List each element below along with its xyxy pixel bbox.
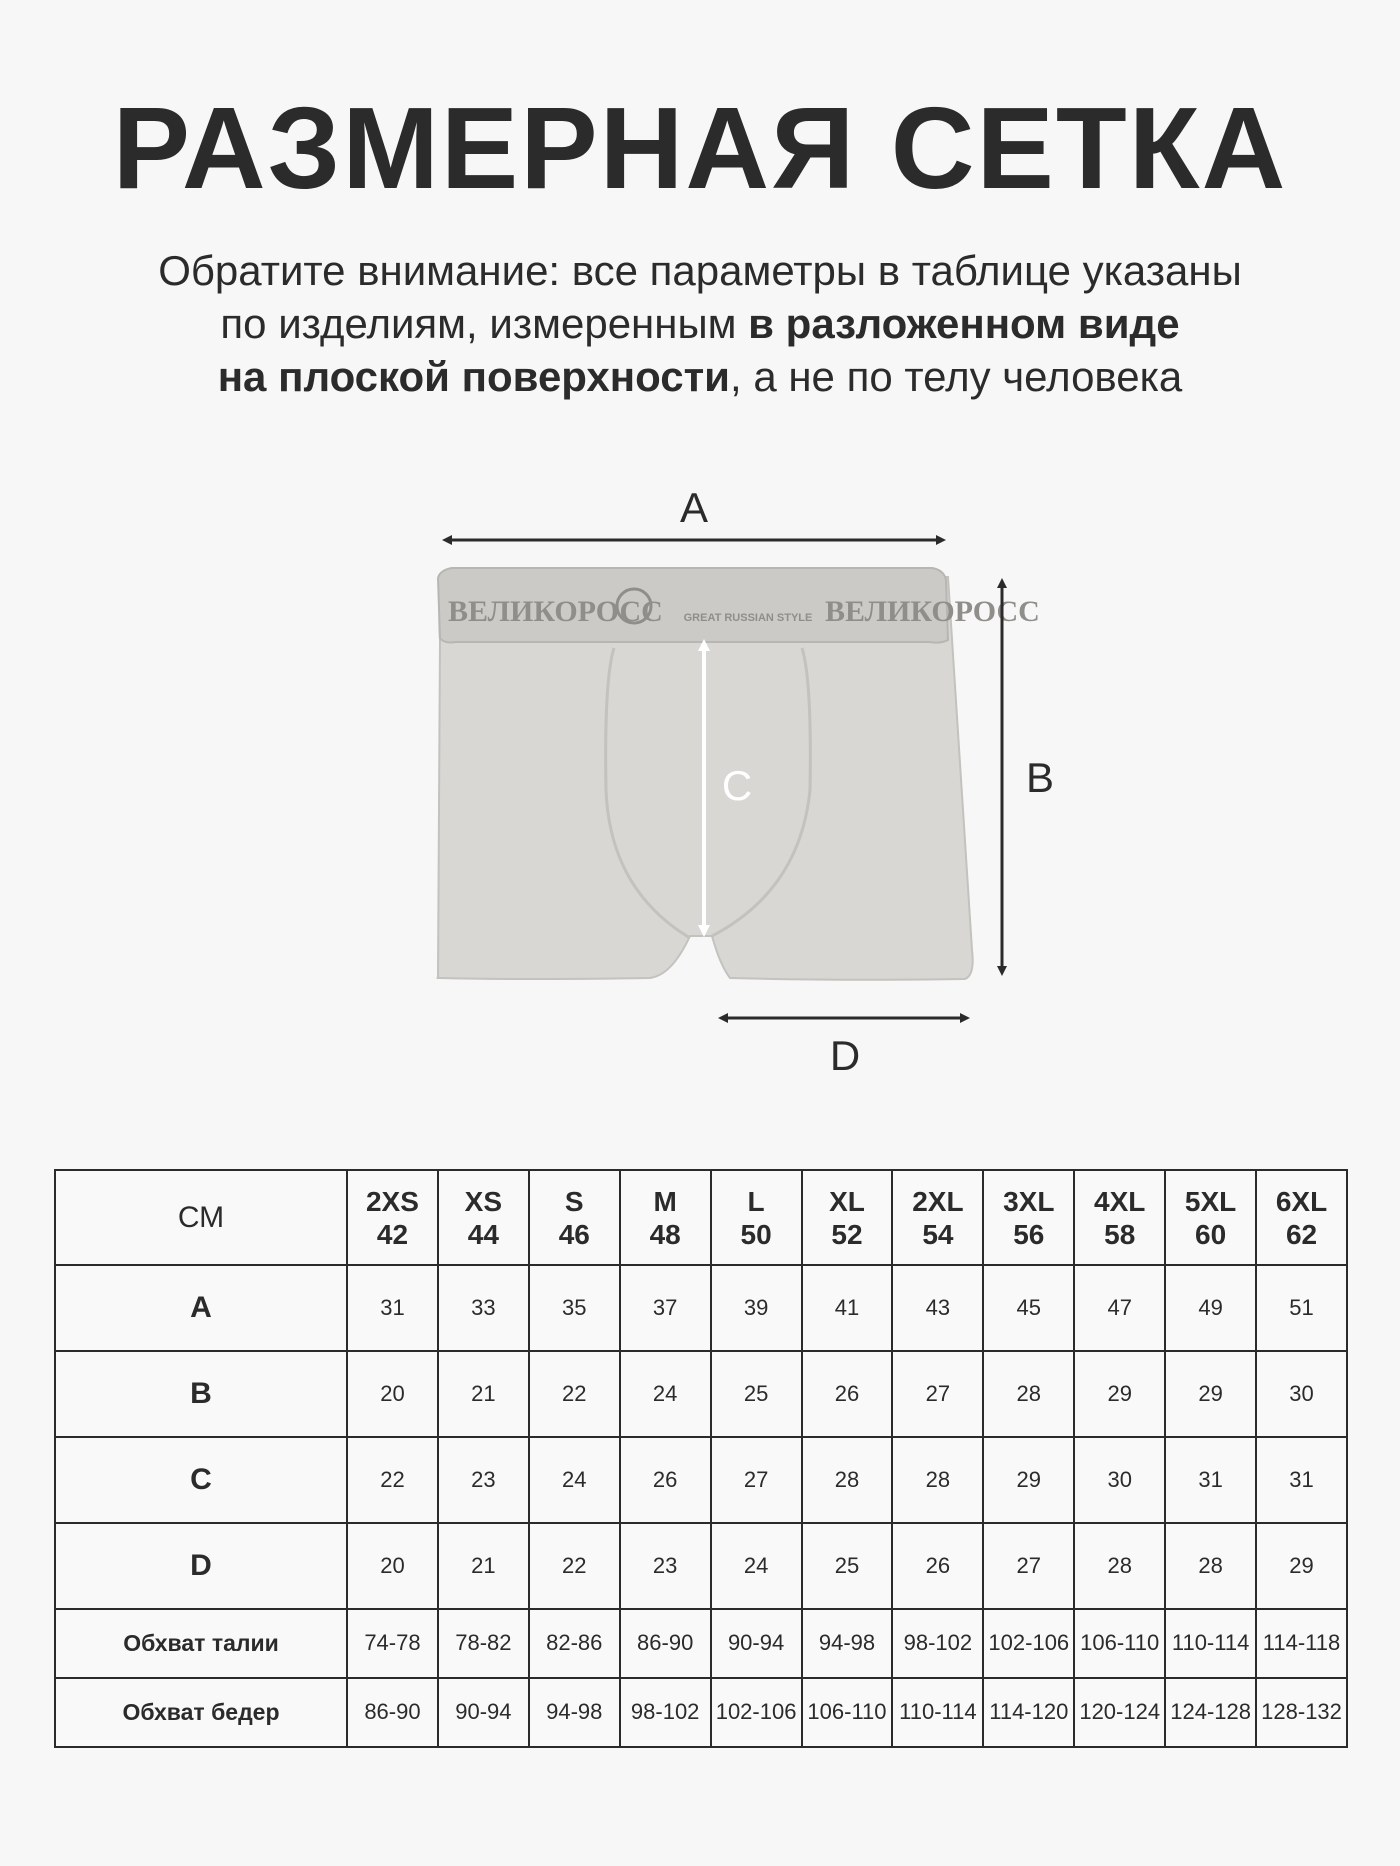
table-cell: 102-106 [711,1678,802,1747]
table-cell: 21 [438,1351,529,1437]
table-cell: 24 [620,1351,711,1437]
size-header [347,1170,438,1265]
size-letter: 5XL [1184,1185,1237,1217]
row-label: C [55,1437,347,1523]
table-cell: 22 [529,1351,620,1437]
diagram-svg [0,470,1400,1110]
table-row [55,1609,1347,1678]
table-cell: 26 [892,1523,983,1609]
table-cell: 28 [983,1351,1074,1437]
table-cell: 25 [802,1523,893,1609]
table-cell: 128-132 [1256,1678,1347,1747]
table-cell: 47 [1074,1265,1165,1351]
table-cell: 82-86 [529,1609,620,1678]
table-cell: 114-120 [983,1678,1074,1747]
size-letter: M [653,1185,677,1217]
table-cell: 27 [711,1437,802,1523]
size-letter: 2XS [365,1185,419,1217]
table-cell: 23 [620,1523,711,1609]
table-cell: 102-106 [983,1609,1074,1678]
note-line-3-regular: , а не по телу человека [729,353,1183,400]
size-letter: 3XL [1003,1185,1055,1217]
note-line-2-bold: в разложенном виде [748,300,1180,347]
table-cell: 37 [620,1265,711,1351]
table-cell: 106-110 [1074,1609,1165,1678]
size-header [1256,1170,1347,1265]
measurement-note [0,244,1400,403]
size-number: 44 [467,1218,499,1250]
unit-header: СМ [55,1170,347,1265]
table-header-row [55,1170,1347,1265]
table-cell: 74-78 [347,1609,438,1678]
page-title: РАЗМЕРНАЯ СЕТКА [112,83,1288,213]
size-number: 50 [740,1218,772,1250]
table-cell: 31 [1165,1437,1256,1523]
table-cell: 28 [1165,1523,1256,1609]
garment-diagram [0,470,1400,1110]
size-number: 46 [558,1218,590,1250]
size-number: 56 [1013,1218,1045,1250]
table-cell: 22 [529,1523,620,1609]
table-cell: 23 [438,1437,529,1523]
label-d: D [829,1032,861,1079]
size-letter: 2XL [912,1185,964,1217]
size-letter: XL [829,1185,865,1217]
table-row [55,1437,1347,1523]
waistband-text-right: ВЕЛИКОРОСС [825,595,1040,628]
table-cell: 110-114 [892,1678,983,1747]
size-number: 48 [649,1218,681,1250]
table-row [55,1678,1347,1747]
size-number: 58 [1104,1218,1136,1250]
table-cell: 90-94 [438,1678,529,1747]
table-cell: 20 [347,1523,438,1609]
table-cell: 30 [1074,1437,1165,1523]
table-cell: 90-94 [711,1609,802,1678]
table-cell: 29 [983,1437,1074,1523]
table-cell: 21 [438,1523,529,1609]
size-header [1165,1170,1256,1265]
table-cell: 45 [983,1265,1074,1351]
table-cell: 29 [1165,1351,1256,1437]
note-line-1: Обратите внимание: все параметры в таблице указаны [158,247,1242,294]
table-cell: 20 [347,1351,438,1437]
table-cell: 28 [892,1437,983,1523]
note-line-2 [0,297,1400,350]
size-number: 42 [376,1218,409,1250]
size-number: 62 [1285,1218,1318,1250]
row-label: B [55,1351,347,1437]
table-cell: 110-114 [1165,1609,1256,1678]
label-b: B [1025,754,1055,801]
table-cell: 33 [438,1265,529,1351]
table-cell: 27 [983,1523,1074,1609]
size-header [529,1170,620,1265]
table-cell: 49 [1165,1265,1256,1351]
size-number: 60 [1195,1218,1227,1250]
table-row [55,1523,1347,1609]
row-label: D [55,1523,347,1609]
table-cell: 27 [892,1351,983,1437]
table-cell: 29 [1074,1351,1165,1437]
table-cell: 25 [711,1351,802,1437]
table-row [55,1265,1347,1351]
size-header [438,1170,529,1265]
size-header [1074,1170,1165,1265]
table-cell: 98-102 [620,1678,711,1747]
table-cell: 22 [347,1437,438,1523]
size-number: 52 [831,1218,863,1250]
label-c: C [721,762,753,809]
size-header [620,1170,711,1265]
size-letter: 4XL [1094,1185,1146,1217]
size-header [892,1170,983,1265]
table-cell: 26 [802,1351,893,1437]
table-row [55,1351,1347,1437]
waistband-text-left: ВЕЛИКОРОСС [448,595,663,628]
table-cell: 31 [1256,1437,1347,1523]
size-letter: XS [464,1185,503,1217]
size-number: 54 [922,1218,954,1250]
size-chart-table [54,1169,1348,1748]
table-cell: 26 [620,1437,711,1523]
size-header [711,1170,802,1265]
size-header [802,1170,893,1265]
table-cell: 94-98 [802,1609,893,1678]
table-cell: 106-110 [802,1678,893,1747]
note-line-2-regular: по изделиям, измеренным [220,300,749,347]
table-cell: 86-90 [347,1678,438,1747]
table-cell: 94-98 [529,1678,620,1747]
size-letter: S [564,1185,584,1217]
table-cell: 98-102 [892,1609,983,1678]
table-cell: 114-118 [1256,1609,1347,1678]
table-cell: 29 [1256,1523,1347,1609]
table-cell: 28 [1074,1523,1165,1609]
table-cell: 35 [529,1265,620,1351]
table-cell: 41 [802,1265,893,1351]
row-label: Обхват талии [55,1609,347,1678]
table-cell: 39 [711,1265,802,1351]
table-cell: 24 [529,1437,620,1523]
table-cell: 124-128 [1165,1678,1256,1747]
table-cell: 51 [1256,1265,1347,1351]
table-cell: 120-124 [1074,1678,1165,1747]
note-line-3-bold: на плоской поверхности [217,353,730,400]
table-cell: 31 [347,1265,438,1351]
size-header [983,1170,1074,1265]
note-line-3 [0,350,1400,403]
table-cell: 43 [892,1265,983,1351]
size-letter: L [747,1185,765,1217]
row-label: A [55,1265,347,1351]
waistband-text-center: GREAT RUSSIAN STYLE [683,612,813,624]
table-cell: 28 [802,1437,893,1523]
table-cell: 30 [1256,1351,1347,1437]
size-letter: 6XL [1275,1185,1328,1217]
table-cell: 78-82 [438,1609,529,1678]
label-a: A [679,484,709,531]
table-cell: 86-90 [620,1609,711,1678]
table-cell: 24 [711,1523,802,1609]
row-label: Обхват бедер [55,1678,347,1747]
